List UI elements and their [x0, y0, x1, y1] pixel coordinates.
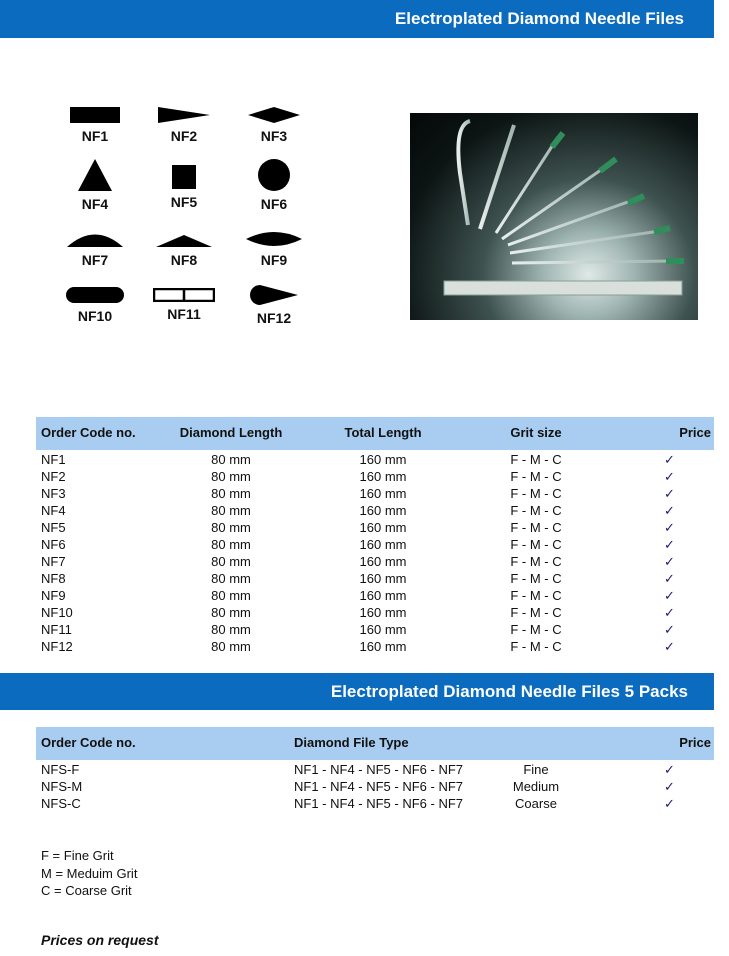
legend-item: F = Fine Grit: [41, 848, 114, 863]
diamond-length-cell: 80 mm: [211, 469, 251, 484]
file-type-cell: NF1 - NF4 - NF5 - NF6 - NF7: [294, 762, 464, 777]
oval-shape-icon: [65, 286, 125, 304]
price-check-icon: ✓: [664, 796, 675, 811]
order-code-cell: NF9: [41, 588, 66, 603]
double-rectangle-shape-icon: [153, 288, 215, 302]
shape-nf12: NF12: [234, 284, 314, 326]
order-code-cell: NF7: [41, 554, 66, 569]
grit-size-cell: F - M - C: [510, 486, 562, 501]
diamond-length-cell: 80 mm: [211, 605, 251, 620]
col-price: Price: [679, 425, 711, 440]
order-code-cell: NFS-C: [41, 796, 81, 811]
order-code-cell: NF12: [41, 639, 73, 654]
total-length-cell: 160 mm: [359, 537, 407, 552]
col-order-code: Order Code no.: [41, 425, 136, 440]
rectangle-shape-icon: [69, 106, 121, 124]
grit-size-cell: F - M - C: [510, 588, 562, 603]
shape-nf3: NF3: [234, 106, 314, 144]
table-row: [36, 621, 714, 638]
prices-note: Prices on request: [41, 932, 159, 948]
price-check-icon: ✓: [664, 469, 675, 484]
order-code-cell: NF11: [41, 622, 72, 637]
shape-nf9: NF9: [234, 230, 314, 268]
diamond-length-cell: 80 mm: [211, 554, 251, 569]
shape-chart: [60, 100, 320, 340]
col-price: Price: [679, 735, 711, 750]
table2-header: [36, 727, 714, 760]
order-code-cell: NF5: [41, 520, 66, 535]
table-row: [36, 638, 714, 655]
table-row: [36, 795, 714, 812]
table-row: [36, 553, 714, 570]
table-row: [36, 604, 714, 621]
col-total-length: Total Length: [344, 425, 422, 440]
order-code-cell: NF2: [41, 469, 66, 484]
diamond-length-cell: 80 mm: [211, 588, 251, 603]
table-row: [36, 468, 714, 485]
price-check-icon: ✓: [664, 486, 675, 501]
grit-grade-cell: Fine: [523, 762, 549, 777]
diamond-length-cell: 80 mm: [211, 452, 251, 467]
file-type-cell: NF1 - NF4 - NF5 - NF6 - NF7: [294, 779, 464, 794]
shape-nf8: NF8: [144, 234, 224, 268]
grit-size-cell: F - M - C: [510, 571, 562, 586]
table-row: [36, 485, 714, 502]
shape-nf7: NF7: [55, 228, 135, 268]
grit-size-cell: F - M - C: [510, 452, 562, 467]
grit-size-cell: F - M - C: [510, 622, 562, 637]
grit-size-cell: F - M - C: [510, 537, 562, 552]
shape-nf1: NF1: [55, 106, 135, 144]
grit-grade-cell: Coarse: [515, 796, 557, 811]
diamond-length-cell: 80 mm: [211, 503, 251, 518]
grit-size-cell: F - M - C: [510, 469, 562, 484]
grit-size-cell: F - M - C: [510, 554, 562, 569]
price-check-icon: ✓: [664, 622, 675, 637]
legend-item: C = Coarse Grit: [41, 883, 132, 898]
grit-size-cell: F - M - C: [510, 639, 562, 654]
page-title-banner: [0, 0, 714, 38]
order-code-cell: NFS-M: [41, 779, 83, 794]
col-diamond-length: Diamond Length: [179, 425, 283, 440]
section2-title: Electroplated Diamond Needle Files 5 Packs: [330, 681, 688, 701]
order-code-cell: NF10: [41, 605, 73, 620]
total-length-cell: 160 mm: [359, 520, 407, 535]
price-check-icon: ✓: [664, 779, 675, 794]
total-length-cell: 160 mm: [359, 469, 407, 484]
grit-size-cell: F - M - C: [510, 605, 562, 620]
price-check-icon: ✓: [664, 762, 675, 777]
diamond-length-cell: 80 mm: [211, 537, 251, 552]
needle-files-illustration: [410, 113, 698, 320]
table-row: [36, 536, 714, 553]
diamond-shape-icon: [247, 106, 301, 124]
grit-size-cell: F - M - C: [510, 503, 562, 518]
table-row: [36, 570, 714, 587]
total-length-cell: 160 mm: [359, 588, 407, 603]
table-row: [36, 502, 714, 519]
grit-size-cell: F - M - C: [510, 520, 562, 535]
total-length-cell: 160 mm: [359, 554, 407, 569]
crossing-shape-icon: [245, 230, 303, 248]
shape-nf6: NF6: [234, 158, 314, 212]
circle-shape-icon: [256, 158, 292, 192]
order-code-cell: NF3: [41, 486, 66, 501]
table-row: [36, 778, 714, 795]
diamond-length-cell: 80 mm: [211, 486, 251, 501]
col-grit-size: Grit size: [510, 425, 562, 440]
table-row: [36, 519, 714, 536]
diamond-length-cell: 80 mm: [211, 520, 251, 535]
table-row: [36, 451, 714, 468]
needle-files-photo: [410, 113, 698, 320]
knife-shape-icon: [155, 234, 213, 248]
price-check-icon: ✓: [664, 571, 675, 586]
total-length-cell: 160 mm: [359, 486, 407, 501]
total-length-cell: 160 mm: [359, 622, 407, 637]
price-check-icon: ✓: [664, 452, 675, 467]
price-check-icon: ✓: [664, 537, 675, 552]
total-length-cell: 160 mm: [359, 605, 407, 620]
diamond-length-cell: 80 mm: [211, 571, 251, 586]
price-check-icon: ✓: [664, 605, 675, 620]
teardrop-shape-icon: [249, 284, 299, 306]
price-check-icon: ✓: [664, 588, 675, 603]
triangle-shape-icon: [77, 158, 113, 192]
table-row: [36, 587, 714, 604]
order-code-cell: NF8: [41, 571, 66, 586]
total-length-cell: 160 mm: [359, 639, 407, 654]
half-round-shape-icon: [66, 228, 124, 248]
order-code-cell: NF6: [41, 537, 66, 552]
shape-nf2: NF2: [144, 106, 224, 144]
price-check-icon: ✓: [664, 503, 675, 518]
shape-nf4: NF4: [55, 158, 135, 212]
col-order-code: Order Code no.: [41, 735, 136, 750]
order-code-cell: NF4: [41, 503, 66, 518]
grit-grade-cell: Medium: [512, 779, 560, 794]
col-file-type: Diamond File Type: [294, 735, 409, 750]
legend-item: M = Meduim Grit: [41, 865, 138, 881]
page-title: Electroplated Diamond Needle Files: [394, 9, 684, 28]
total-length-cell: 160 mm: [359, 452, 407, 467]
shape-nf11: NF11: [144, 288, 224, 322]
price-check-icon: ✓: [664, 639, 675, 654]
order-code-cell: NF1: [41, 452, 66, 467]
order-code-cell: NFS-F: [41, 762, 80, 777]
price-check-icon: ✓: [664, 554, 675, 569]
diamond-length-cell: 80 mm: [211, 622, 251, 637]
shape-nf5: NF5: [144, 164, 224, 210]
total-length-cell: 160 mm: [359, 503, 407, 518]
table1-header: [36, 417, 714, 450]
total-length-cell: 160 mm: [359, 571, 407, 586]
price-check-icon: ✓: [664, 520, 675, 535]
table-row: [36, 761, 714, 778]
shape-nf10: NF10: [55, 286, 135, 324]
square-shape-icon: [171, 164, 197, 190]
diamond-length-cell: 80 mm: [211, 639, 251, 654]
wedge-shape-icon: [157, 106, 211, 124]
file-type-cell: NF1 - NF4 - NF5 - NF6 - NF7: [294, 796, 464, 811]
section2-banner: [0, 673, 714, 710]
grit-legend: [41, 847, 137, 900]
